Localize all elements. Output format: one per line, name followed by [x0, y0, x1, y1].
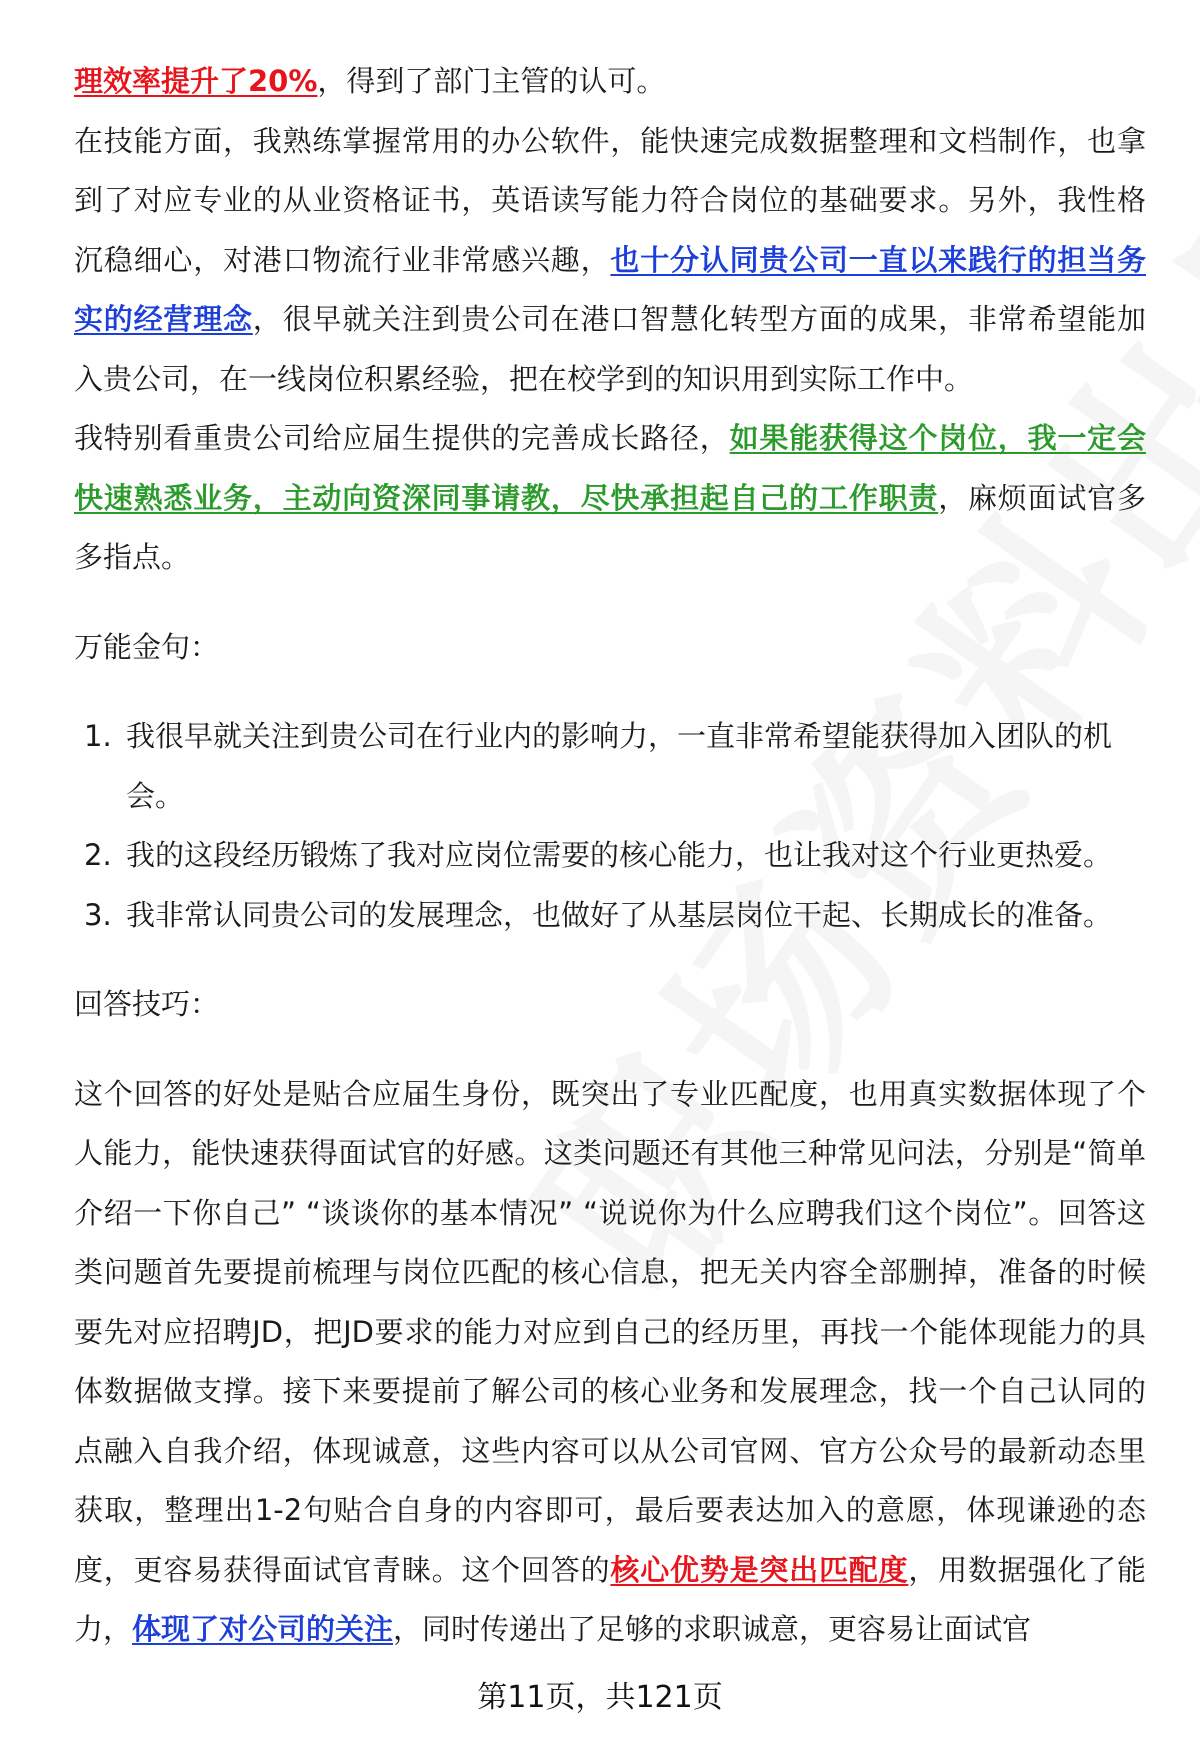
list-text: 我很早就关注到贵公司在行业内的影响力，一直非常希望能获得加入团队的机会。 — [126, 719, 1113, 813]
spacer — [74, 945, 1146, 975]
text: ，同时传递出了足够的求职诚意，更容易让面试官 — [393, 1612, 1032, 1646]
golden-list — [74, 707, 1146, 945]
spacer — [74, 1035, 1146, 1065]
list-item — [74, 886, 1146, 946]
spacer — [74, 677, 1146, 707]
section-title-golden: 万能金句： — [74, 629, 220, 664]
text: ，用数据强化了能力， — [74, 1552, 1146, 1646]
spacer — [74, 588, 1146, 618]
list-text: 我的这段经历锻炼了我对应岗位需要的核心能力，也让我对这个行业更热爱。 — [126, 838, 1113, 872]
list-item — [74, 707, 1146, 826]
highlight-blue: 也十分认同贵公司一直以来践行的担当务实的经营理念 — [74, 242, 1146, 336]
list-number: 3. — [84, 897, 112, 932]
list-number: 2. — [84, 838, 112, 872]
list-text: 我非常认同贵公司的发展理念，也做好了从基层岗位干起、长期成长的准备。 — [126, 897, 1113, 932]
list-item — [74, 826, 1146, 886]
paragraph-tips — [74, 1065, 1146, 1660]
text: 在技能方面，我熟练掌握常用的办公软件，能快速完成数据整理和文档制作，也拿到了对应专业的从业资格证书，英语读写能力符合岗位的基础要求。另外，我性格沉稳细心，对港口物流行业非常感兴趣， — [74, 123, 1146, 277]
highlight-blue: 体现了对公司的关注 — [132, 1612, 394, 1646]
paragraph-2 — [74, 112, 1146, 410]
text: ，得到了部门主管的认可。 — [317, 64, 666, 98]
section-title-tips: 回答技巧： — [74, 987, 220, 1021]
text: ，很早就关注到贵公司在港口智慧化转型方面的成果，非常希望能加入贵公司，在一线岗位积累经验，把在校学到的知识用到实际工作中。 — [74, 302, 1146, 396]
paragraph-1 — [74, 52, 1146, 112]
page-footer: 第11页，共121页 — [477, 1680, 723, 1715]
paragraph-3 — [74, 409, 1146, 588]
text: 这个回答的好处是贴合应届生身份，既突出了专业匹配度，也用真实数据体现了个人能力，能快速获得面试官的好感。这类问题还有其他三种常见问法，分别是“简单介绍一下你自己” “谈谈你的基本情况” “说说你为什么应聘我们这个岗位”。回答这类问题首先要提前梳理与岗位匹配的核心信息，把无关内容全部删掉，准备的时候要先对应招聘JD，把JD要求的能力对应到自己的经历里，再找一个能体现能力的具体数据做支撑。接下来要提前了解公司的核心业务和发展理念，找一个自己认同的点融入自我介绍，体现诚意，这些内容可以从公司官网、官方公众号的最新动态里获取，整理出1-2句贴合自身的内容即可，最后要表达加入的意愿，体现谦逊的态度，更容易获得面试官青睐。这个回答的 — [74, 1076, 1146, 1587]
text: 我特别看重贵公司给应届生提供的完善成长路径， — [74, 421, 730, 455]
list-number: 1. — [84, 719, 112, 753]
highlight-green: 如果能获得这个岗位，我一定会快速熟悉业务，主动向资深同事请教，尽快承担起自己的工作职责 — [74, 421, 1146, 515]
text: ，麻烦面试官多多指点。 — [74, 480, 1146, 574]
document-body — [74, 52, 1146, 1660]
highlight-red: 核心优势是突出匹配度 — [610, 1552, 909, 1587]
highlight-red: 理效率提升了20% — [74, 64, 318, 98]
